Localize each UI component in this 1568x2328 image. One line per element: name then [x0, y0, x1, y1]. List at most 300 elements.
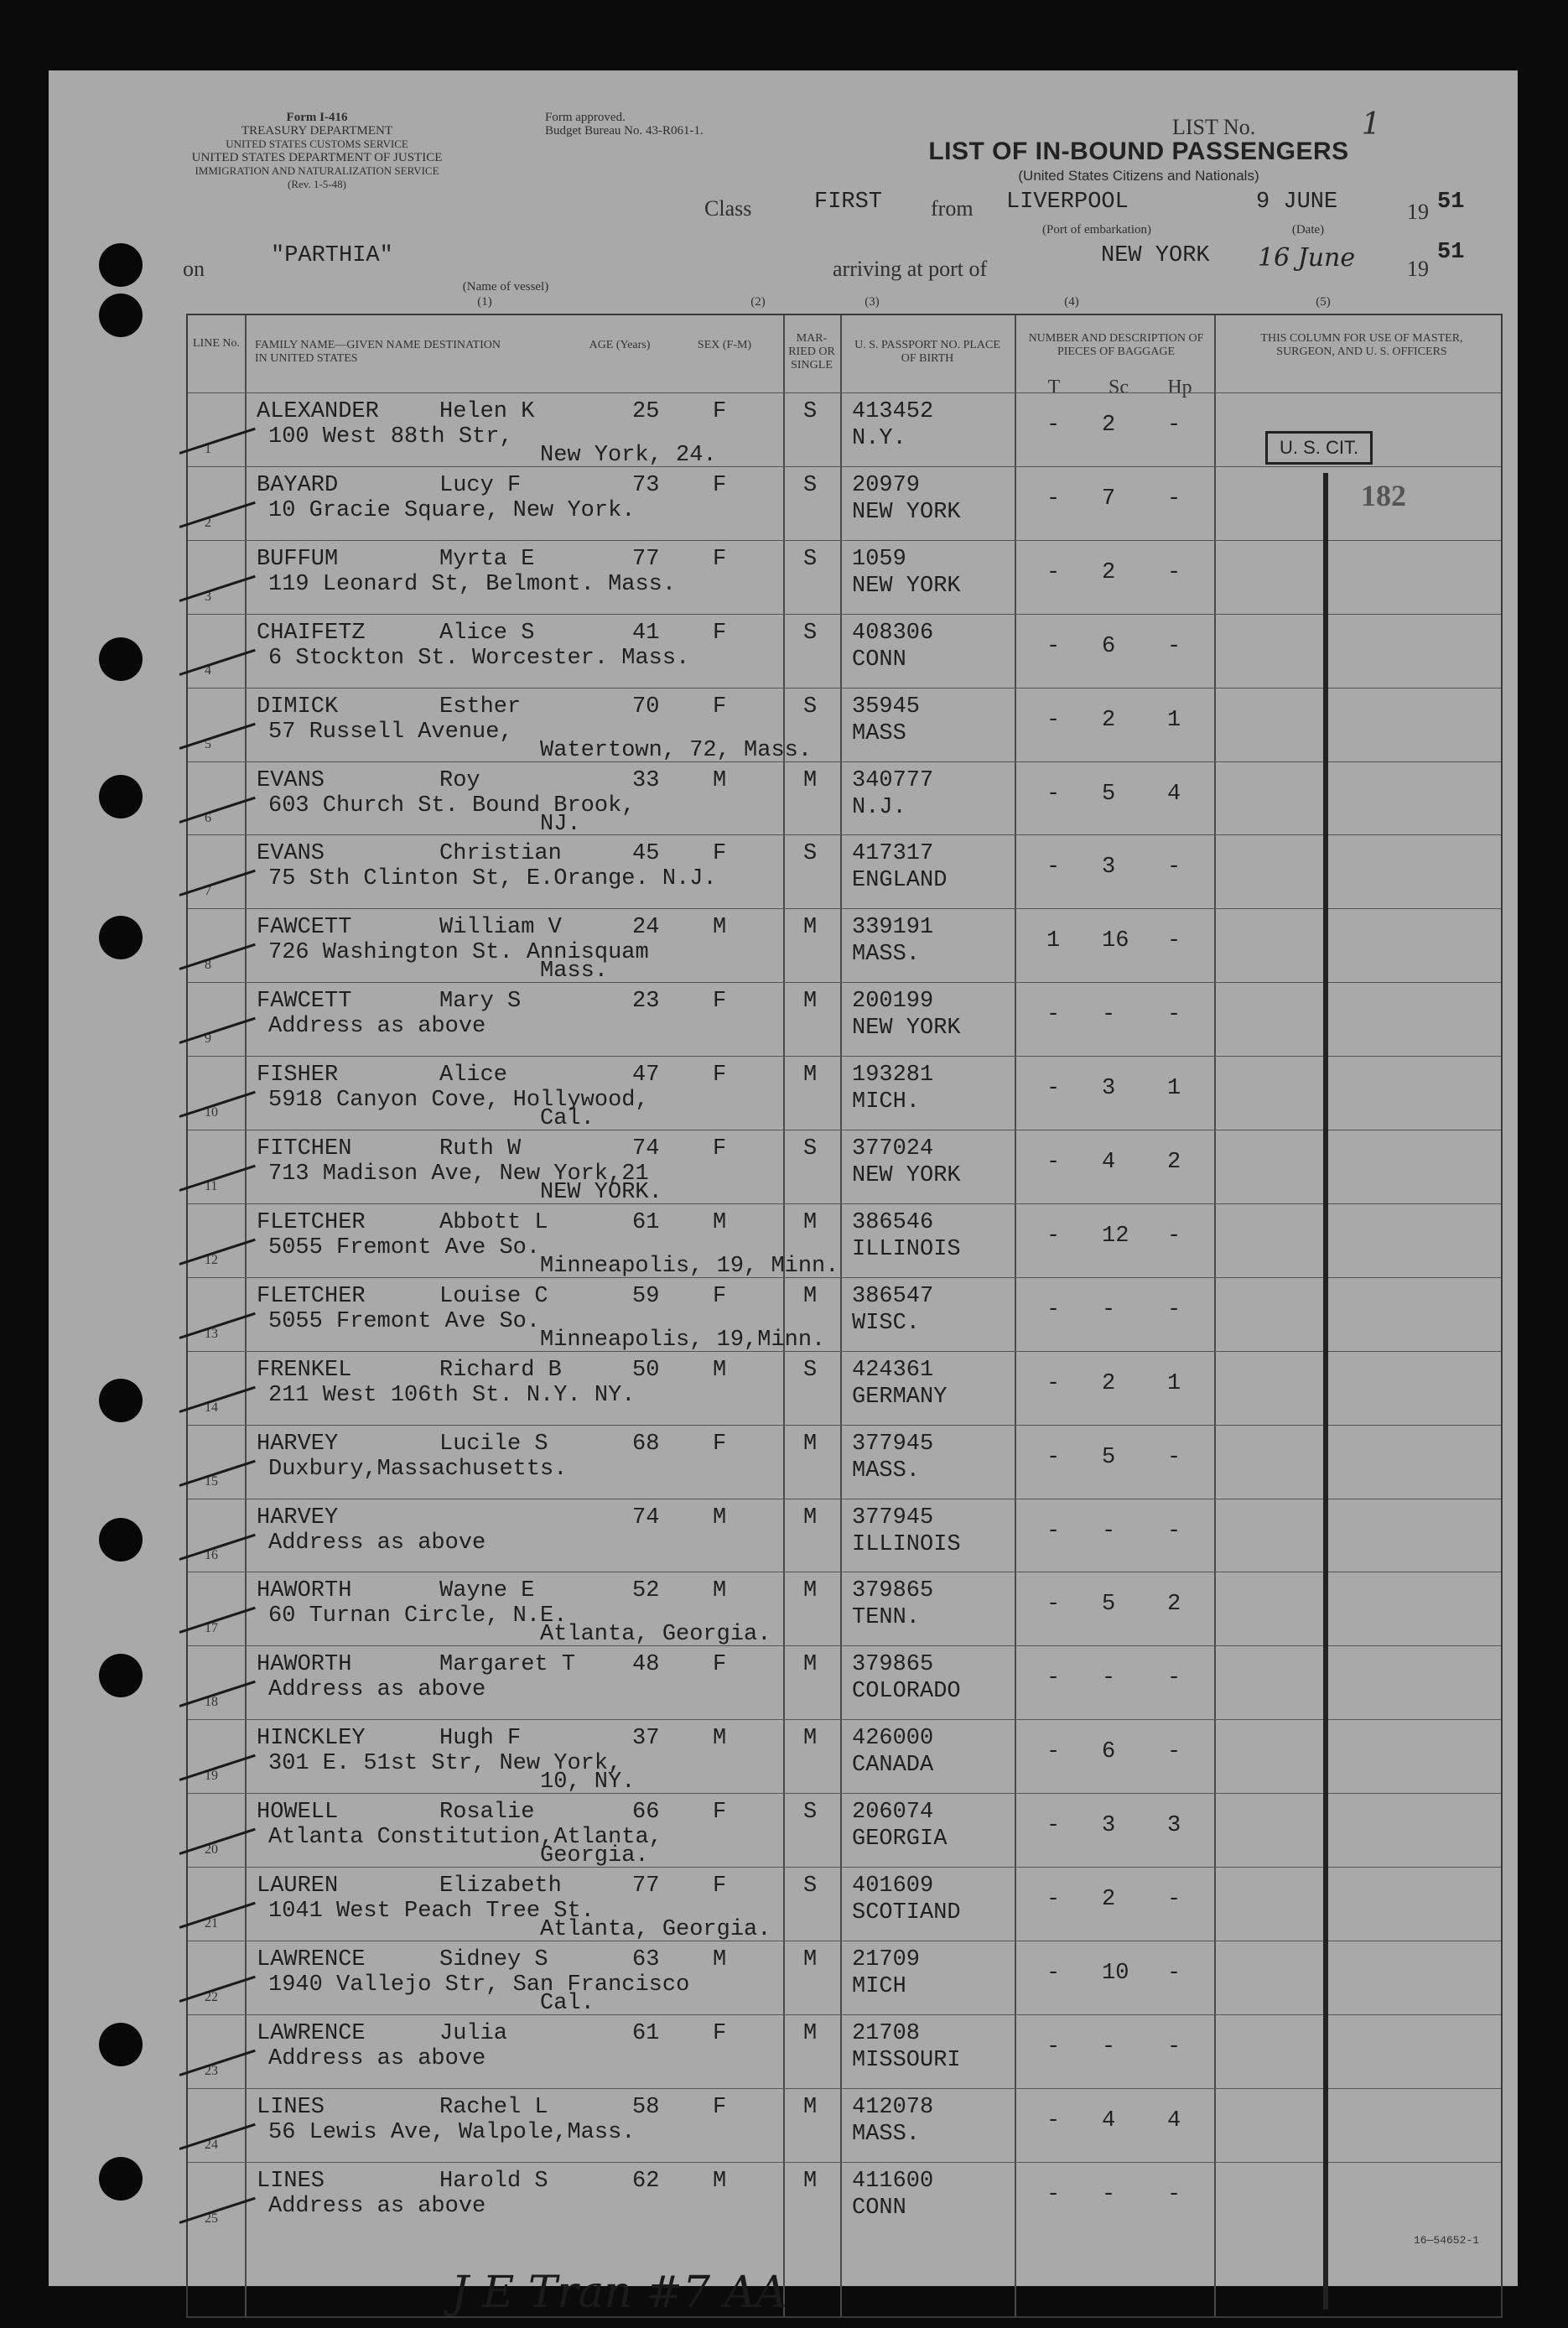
family-name: DIMICK — [257, 694, 339, 720]
baggage-hp: - — [1167, 1665, 1181, 1691]
marital-status: M — [803, 1578, 818, 1604]
given-name: Wayne E — [439, 1578, 535, 1604]
marital-status: M — [803, 767, 818, 793]
place-of-birth: COLORADO — [852, 1679, 961, 1705]
given-name: Lucy F — [439, 472, 522, 498]
age: 52 — [632, 1578, 660, 1604]
line-number: 6 — [205, 810, 211, 825]
table-row — [188, 1572, 1501, 1648]
baggage-t: - — [1046, 2107, 1061, 2133]
baggage-hp: 2 — [1167, 1150, 1181, 1175]
baggage-t: - — [1046, 1076, 1061, 1102]
given-name: Mary S — [439, 989, 522, 1015]
family-name: FLETCHER — [257, 1283, 366, 1309]
arriving-label: arriving at port of — [833, 257, 988, 281]
stamp-number: 182 — [1361, 479, 1406, 512]
address-line-1: Duxbury,Massachusetts. — [268, 1456, 568, 1482]
place-of-birth: MISSOURI — [852, 2047, 961, 2073]
table-row — [188, 614, 1501, 688]
age: 25 — [632, 399, 660, 424]
family-name: FRENKEL — [257, 1357, 352, 1383]
baggage-hp: - — [1167, 928, 1181, 954]
form-revision: (Rev. 1-5-48) — [288, 178, 346, 190]
age: 47 — [632, 1063, 660, 1089]
baggage-t: - — [1046, 413, 1061, 438]
given-name: Elizabeth — [439, 1873, 562, 1899]
baggage-sc: 5 — [1102, 781, 1116, 807]
date-caption: (Date) — [1291, 223, 1325, 236]
address-line-1: Address as above — [268, 2193, 486, 2219]
baggage-t: - — [1046, 1223, 1061, 1249]
baggage-sc: 2 — [1102, 707, 1116, 733]
passport-number: 200199 — [852, 989, 934, 1015]
baggage-t: - — [1046, 1297, 1061, 1322]
col-header-baggage: NUMBER AND DESCRIPTION OF PIECES OF BAGGAGE — [1028, 332, 1204, 358]
arrival-year-prefix: 19 — [1407, 257, 1429, 281]
marital-status: S — [803, 1136, 818, 1161]
bracket-line — [1323, 473, 1328, 2310]
given-name: Margaret T — [439, 1652, 576, 1678]
table-row — [188, 688, 1501, 761]
address-line-2: Minneapolis, 19,Minn. — [540, 1327, 826, 1353]
passenger-table — [186, 314, 1503, 2318]
sex: F — [713, 1652, 727, 1678]
baggage-t: - — [1046, 1813, 1061, 1839]
age: 45 — [632, 841, 660, 867]
punch-hole — [99, 2023, 143, 2066]
address-line-1: 726 Washington St. Annisquam — [268, 940, 649, 966]
punch-hole — [99, 775, 143, 818]
given-name: Esther — [439, 694, 522, 720]
address-line-2: NJ. — [540, 811, 581, 837]
customs-service: UNITED STATES CUSTOMS SERVICE — [226, 138, 408, 150]
punch-hole — [99, 243, 143, 287]
marital-status: S — [803, 546, 818, 572]
col-num-3: (3) — [864, 295, 880, 309]
baggage-hp: 1 — [1167, 707, 1181, 733]
baggage-sc: 5 — [1102, 1592, 1116, 1618]
col-header-age: AGE (Years) — [589, 339, 651, 351]
baggage-sc: - — [1102, 1518, 1116, 1544]
passport-number: 339191 — [852, 915, 934, 941]
check-mark — [179, 575, 256, 602]
family-name: BAYARD — [257, 472, 339, 498]
line-number: 13 — [205, 1326, 218, 1341]
place-of-birth: ILLINOIS — [852, 1531, 961, 1557]
family-name: BUFFUM — [257, 546, 339, 572]
sex: F — [713, 1873, 727, 1899]
given-name: Ruth W — [439, 1136, 522, 1161]
punch-hole — [99, 2157, 143, 2201]
line-number: 2 — [205, 515, 211, 530]
age: 74 — [632, 1136, 660, 1161]
address-line-1: 5055 Fremont Ave So. — [268, 1308, 541, 1334]
family-name: FLETCHER — [257, 1209, 366, 1235]
table-row — [188, 2088, 1501, 2162]
baggage-hp: - — [1167, 1518, 1181, 1544]
family-name: ALEXANDER — [257, 399, 379, 424]
place-of-birth: CONN — [852, 647, 906, 673]
col-num-5: (5) — [1316, 295, 1331, 309]
place-of-birth: N.J. — [852, 794, 906, 820]
vessel-name: "PARTHIA" — [271, 243, 393, 268]
treasury-dept: TREASURY DEPARTMENT — [241, 124, 393, 138]
punch-hole — [99, 637, 143, 681]
address-line-1: 211 West 106th St. N.Y. NY. — [268, 1382, 636, 1408]
line-number: 7 — [205, 884, 211, 899]
given-name: Hugh F — [439, 1726, 522, 1752]
age: 24 — [632, 915, 660, 941]
address-line-1: 1041 West Peach Tree St. — [268, 1899, 594, 1924]
age: 70 — [632, 694, 660, 720]
place-of-birth: WISC. — [852, 1310, 921, 1336]
line-number: 19 — [205, 1769, 218, 1784]
given-name: Julia — [439, 2020, 508, 2046]
baggage-sc: - — [1102, 1665, 1116, 1691]
line-number: 20 — [205, 1842, 218, 1858]
page-title: LIST OF IN-BOUND PASSENGERS — [928, 138, 1349, 165]
port-embarkation-caption: (Port of embarkation) — [1042, 223, 1151, 236]
marital-status: M — [803, 915, 818, 941]
table-row — [188, 2014, 1501, 2088]
line-number: 16 — [205, 1547, 218, 1562]
baggage-sc: 3 — [1102, 1813, 1116, 1839]
baggage-hp: - — [1167, 1223, 1181, 1249]
family-name: LINES — [257, 2094, 325, 2120]
check-mark — [179, 1017, 256, 1044]
form-print-number: 16—54652-1 — [1414, 2234, 1480, 2247]
baggage-sc: 2 — [1102, 1370, 1116, 1396]
address-line-1: Address as above — [268, 1677, 486, 1703]
sex: M — [713, 2168, 727, 2194]
on-label: on — [183, 257, 205, 281]
age: 73 — [632, 472, 660, 498]
marital-status: M — [803, 1063, 818, 1089]
arrival-year: 51 — [1437, 240, 1465, 265]
place-of-birth: NEW YORK — [852, 499, 961, 525]
line-number: 5 — [205, 736, 211, 751]
baggage-sc: 6 — [1102, 1739, 1116, 1765]
ins-service: IMMIGRATION AND NATURALIZATION SERVICE — [195, 164, 439, 177]
baggage-hp: - — [1167, 633, 1181, 659]
baggage-hp: - — [1167, 1002, 1181, 1028]
check-mark — [179, 943, 256, 970]
sex: F — [713, 399, 727, 424]
address-line-2: Georgia. — [540, 1843, 649, 1869]
baggage-hp: - — [1167, 855, 1181, 881]
baggage-t: - — [1046, 559, 1061, 585]
place-of-birth: TENN. — [852, 1605, 921, 1631]
marital-status: S — [803, 620, 818, 646]
baggage-hp: - — [1167, 1444, 1181, 1470]
line-number: 12 — [205, 1252, 218, 1267]
passport-number: 206074 — [852, 1800, 934, 1826]
line-number: 9 — [205, 1031, 211, 1047]
sex: F — [713, 1431, 727, 1457]
address-line-1: 5055 Fremont Ave So. — [268, 1234, 541, 1260]
family-name: HOWELL — [257, 1800, 339, 1826]
punch-hole — [99, 916, 143, 959]
family-name: HINCKLEY — [257, 1726, 366, 1752]
passport-number: 21708 — [852, 2020, 921, 2046]
baggage-hp: 4 — [1167, 2107, 1181, 2133]
place-of-birth: ENGLAND — [852, 868, 948, 894]
baggage-sc: 2 — [1102, 1887, 1116, 1912]
address-line-1: 119 Leonard St, Belmont. Mass. — [268, 571, 677, 597]
table-row — [188, 834, 1501, 908]
baggage-t: - — [1046, 1739, 1061, 1765]
address-line-1: Address as above — [268, 1530, 486, 1556]
port-of-embarkation: LIVERPOOL — [1006, 190, 1129, 215]
sex: F — [713, 1136, 727, 1161]
baggage-t: - — [1046, 486, 1061, 512]
family-name: FITCHEN — [257, 1136, 352, 1161]
address-line-2: Mass. — [540, 959, 609, 985]
address-line-2: Atlanta, Georgia. — [540, 1917, 771, 1942]
table-row — [188, 1719, 1501, 1793]
address-line-2: Watertown, 72, Mass. — [540, 737, 813, 763]
family-name: HARVEY — [257, 1431, 339, 1457]
address-line-2: Minneapolis, 19, Minn. — [540, 1253, 839, 1279]
list-no-label: LIST No. — [1172, 115, 1256, 139]
passport-number: 412078 — [852, 2094, 934, 2120]
address-line-1: 713 Madison Ave, New York,21 — [268, 1161, 649, 1187]
line-number: 25 — [205, 2211, 218, 2226]
col-header-passport: U. S. PASSPORT NO. PLACE OF BIRTH — [854, 339, 1000, 365]
family-name: HAWORTH — [257, 1652, 352, 1678]
place-of-birth: NEW YORK — [852, 573, 961, 599]
given-name: Sidney S — [439, 1946, 548, 1972]
approval-block — [545, 111, 763, 138]
age: 63 — [632, 1946, 660, 1972]
baggage-t: - — [1046, 1960, 1061, 1986]
line-number: 1 — [205, 442, 211, 456]
col-header-line: LINE No. — [193, 337, 240, 350]
address-line-1: 56 Lewis Ave, Walpole,Mass. — [268, 2119, 636, 2145]
class-value: FIRST — [814, 190, 883, 215]
passport-number: 340777 — [852, 767, 934, 793]
baggage-t: - — [1046, 2181, 1061, 2207]
line-number: 4 — [205, 663, 211, 678]
age: 74 — [632, 1504, 660, 1530]
age: 48 — [632, 1652, 660, 1678]
baggage-hp: 3 — [1167, 1813, 1181, 1839]
form-agency-block — [174, 111, 459, 191]
given-name: Helen K — [439, 399, 535, 424]
baggage-hp: - — [1167, 1739, 1181, 1765]
family-name: EVANS — [257, 767, 325, 793]
punch-hole — [99, 1379, 143, 1422]
baggage-sc: - — [1102, 2181, 1116, 2207]
check-mark — [179, 648, 256, 675]
address-line-1: 5918 Canyon Cove, Hollywood, — [268, 1088, 649, 1114]
address-line-1: 57 Russell Avenue, — [268, 719, 513, 745]
baggage-t: - — [1046, 1592, 1061, 1618]
age: 77 — [632, 1873, 660, 1899]
passport-number: 417317 — [852, 841, 934, 867]
col-num-4: (4) — [1064, 295, 1079, 309]
table-row — [188, 908, 1501, 985]
passport-number: 411600 — [852, 2168, 934, 2194]
marital-status: S — [803, 1873, 818, 1899]
given-name: William V — [439, 915, 562, 941]
baggage-t: - — [1046, 1002, 1061, 1028]
embark-date: 9 JUNE — [1256, 190, 1338, 215]
table-row — [188, 466, 1501, 540]
baggage-hp: - — [1167, 1960, 1181, 1986]
form-number: Form I-416 — [286, 111, 348, 124]
marital-status: S — [803, 399, 818, 424]
marital-status: M — [803, 2094, 818, 2120]
family-name: CHAIFETZ — [257, 620, 366, 646]
table-row — [188, 1277, 1501, 1351]
vessel-caption: (Name of vessel) — [462, 280, 549, 294]
passport-number: 413452 — [852, 399, 934, 424]
address-line-2: New York, 24. — [540, 443, 717, 468]
given-name: Abbott L — [439, 1209, 548, 1235]
given-name: Alice — [439, 1063, 508, 1089]
family-name: EVANS — [257, 841, 325, 867]
col-header-married: MAR-RIED OR SINGLE — [788, 332, 835, 372]
age: 59 — [632, 1283, 660, 1309]
passport-number: 20979 — [852, 472, 921, 498]
age: 68 — [632, 1431, 660, 1457]
baggage-sc: 3 — [1102, 1076, 1116, 1102]
baggage-sc: 2 — [1102, 559, 1116, 585]
given-name: Myrta E — [439, 546, 535, 572]
table-row — [188, 1056, 1501, 1130]
age: 33 — [632, 767, 660, 793]
sex: F — [713, 472, 727, 498]
sex: F — [713, 841, 727, 867]
baggage-sc: - — [1102, 1297, 1116, 1322]
sex: F — [713, 2094, 727, 2120]
passport-number: 424361 — [852, 1357, 934, 1383]
family-name: FISHER — [257, 1063, 339, 1089]
sex: M — [713, 915, 727, 941]
check-mark — [179, 501, 256, 528]
place-of-birth: MASS. — [852, 1458, 921, 1484]
baggage-hp: 1 — [1167, 1370, 1181, 1396]
col-header-name: FAMILY NAME—GIVEN NAME DESTINATION IN UNITED STATES — [255, 339, 501, 365]
baggage-t: 1 — [1046, 928, 1061, 954]
family-name: LAWRENCE — [257, 1946, 366, 1972]
address-line-1: 603 Church St. Bound Brook, — [268, 792, 636, 818]
check-mark — [179, 722, 256, 749]
baggage-t: - — [1046, 1665, 1061, 1691]
baggage-t: - — [1046, 1518, 1061, 1544]
line-number: 15 — [205, 1473, 218, 1489]
passport-number: 379865 — [852, 1652, 934, 1678]
passport-number: 401609 — [852, 1873, 934, 1899]
sex: M — [713, 1209, 727, 1235]
class-label: Class — [704, 196, 752, 221]
marital-status: S — [803, 1357, 818, 1383]
inspector-signature: J E Tran #7 AA — [451, 2268, 787, 2318]
baggage-sc: - — [1102, 1002, 1116, 1028]
place-of-birth: MASS. — [852, 2121, 921, 2147]
place-of-birth: CANADA — [852, 1753, 934, 1779]
place-of-birth: MASS. — [852, 942, 921, 968]
family-name: LAWRENCE — [257, 2020, 366, 2046]
col-header-bag-sc: Sc — [1109, 377, 1129, 398]
sex: F — [713, 1063, 727, 1089]
line-number: 18 — [205, 1695, 218, 1710]
baggage-hp: 4 — [1167, 781, 1181, 807]
table-row — [188, 1130, 1501, 1203]
list-no-value: 1 — [1361, 107, 1381, 142]
justice-dept: UNITED STATES DEPARTMENT OF JUSTICE — [191, 151, 443, 164]
line-number: 14 — [205, 1400, 218, 1415]
table-row — [188, 1425, 1501, 1499]
baggage-t: - — [1046, 855, 1061, 881]
marital-status: S — [803, 472, 818, 498]
sex: F — [713, 620, 727, 646]
address-line-2: 10, NY. — [540, 1769, 636, 1795]
address-line-2: Atlanta, Georgia. — [540, 1622, 771, 1648]
place-of-birth: MICH — [852, 1973, 906, 1999]
passport-number: 377945 — [852, 1431, 934, 1457]
table-row — [188, 982, 1501, 1056]
passport-number: 386547 — [852, 1283, 934, 1309]
sex: F — [713, 1283, 727, 1309]
given-name: Harold S — [439, 2168, 548, 2194]
marital-status: S — [803, 694, 818, 720]
age: 58 — [632, 2094, 660, 2120]
passport-number: 408306 — [852, 620, 934, 646]
place-of-birth: CONN — [852, 2195, 906, 2221]
table-row — [188, 1499, 1501, 1572]
address-line-1: 301 E. 51st Str, New York, — [268, 1751, 622, 1777]
table-row — [188, 761, 1501, 835]
marital-status: M — [803, 1504, 818, 1530]
age: 62 — [632, 2168, 660, 2194]
age: 37 — [632, 1726, 660, 1752]
marital-status: M — [803, 1283, 818, 1309]
sex: F — [713, 546, 727, 572]
family-name: FAWCETT — [257, 989, 352, 1015]
address-line-1: 1940 Vallejo Str, San Francisco — [268, 1972, 690, 1998]
baggage-sc: 5 — [1102, 1444, 1116, 1470]
age: 66 — [632, 1800, 660, 1826]
baggage-sc: 4 — [1102, 1150, 1116, 1175]
age: 61 — [632, 2020, 660, 2046]
passport-number: 379865 — [852, 1578, 934, 1604]
baggage-hp: 2 — [1167, 1592, 1181, 1618]
baggage-sc: 4 — [1102, 2107, 1116, 2133]
baggage-t: - — [1046, 1370, 1061, 1396]
baggage-hp: - — [1167, 559, 1181, 585]
passport-number: 377024 — [852, 1136, 934, 1161]
given-name: Rosalie — [439, 1800, 535, 1826]
marital-status: S — [803, 1800, 818, 1826]
line-number: 11 — [205, 1179, 218, 1193]
from-label: from — [931, 196, 974, 221]
baggage-sc: 3 — [1102, 855, 1116, 881]
arrival-date: 16 June — [1258, 243, 1356, 273]
passport-number: 21709 — [852, 1946, 921, 1972]
address-line-1: Address as above — [268, 2045, 486, 2071]
baggage-sc: 12 — [1102, 1223, 1129, 1249]
baggage-t: - — [1046, 707, 1061, 733]
check-mark — [179, 428, 256, 455]
place-of-birth: GERMANY — [852, 1384, 948, 1410]
address-line-2: Cal. — [540, 1990, 594, 2016]
sex: F — [713, 2020, 727, 2046]
given-name: Lucile S — [439, 1431, 548, 1457]
baggage-sc: 10 — [1102, 1960, 1129, 1986]
line-number: 23 — [205, 2063, 218, 2078]
